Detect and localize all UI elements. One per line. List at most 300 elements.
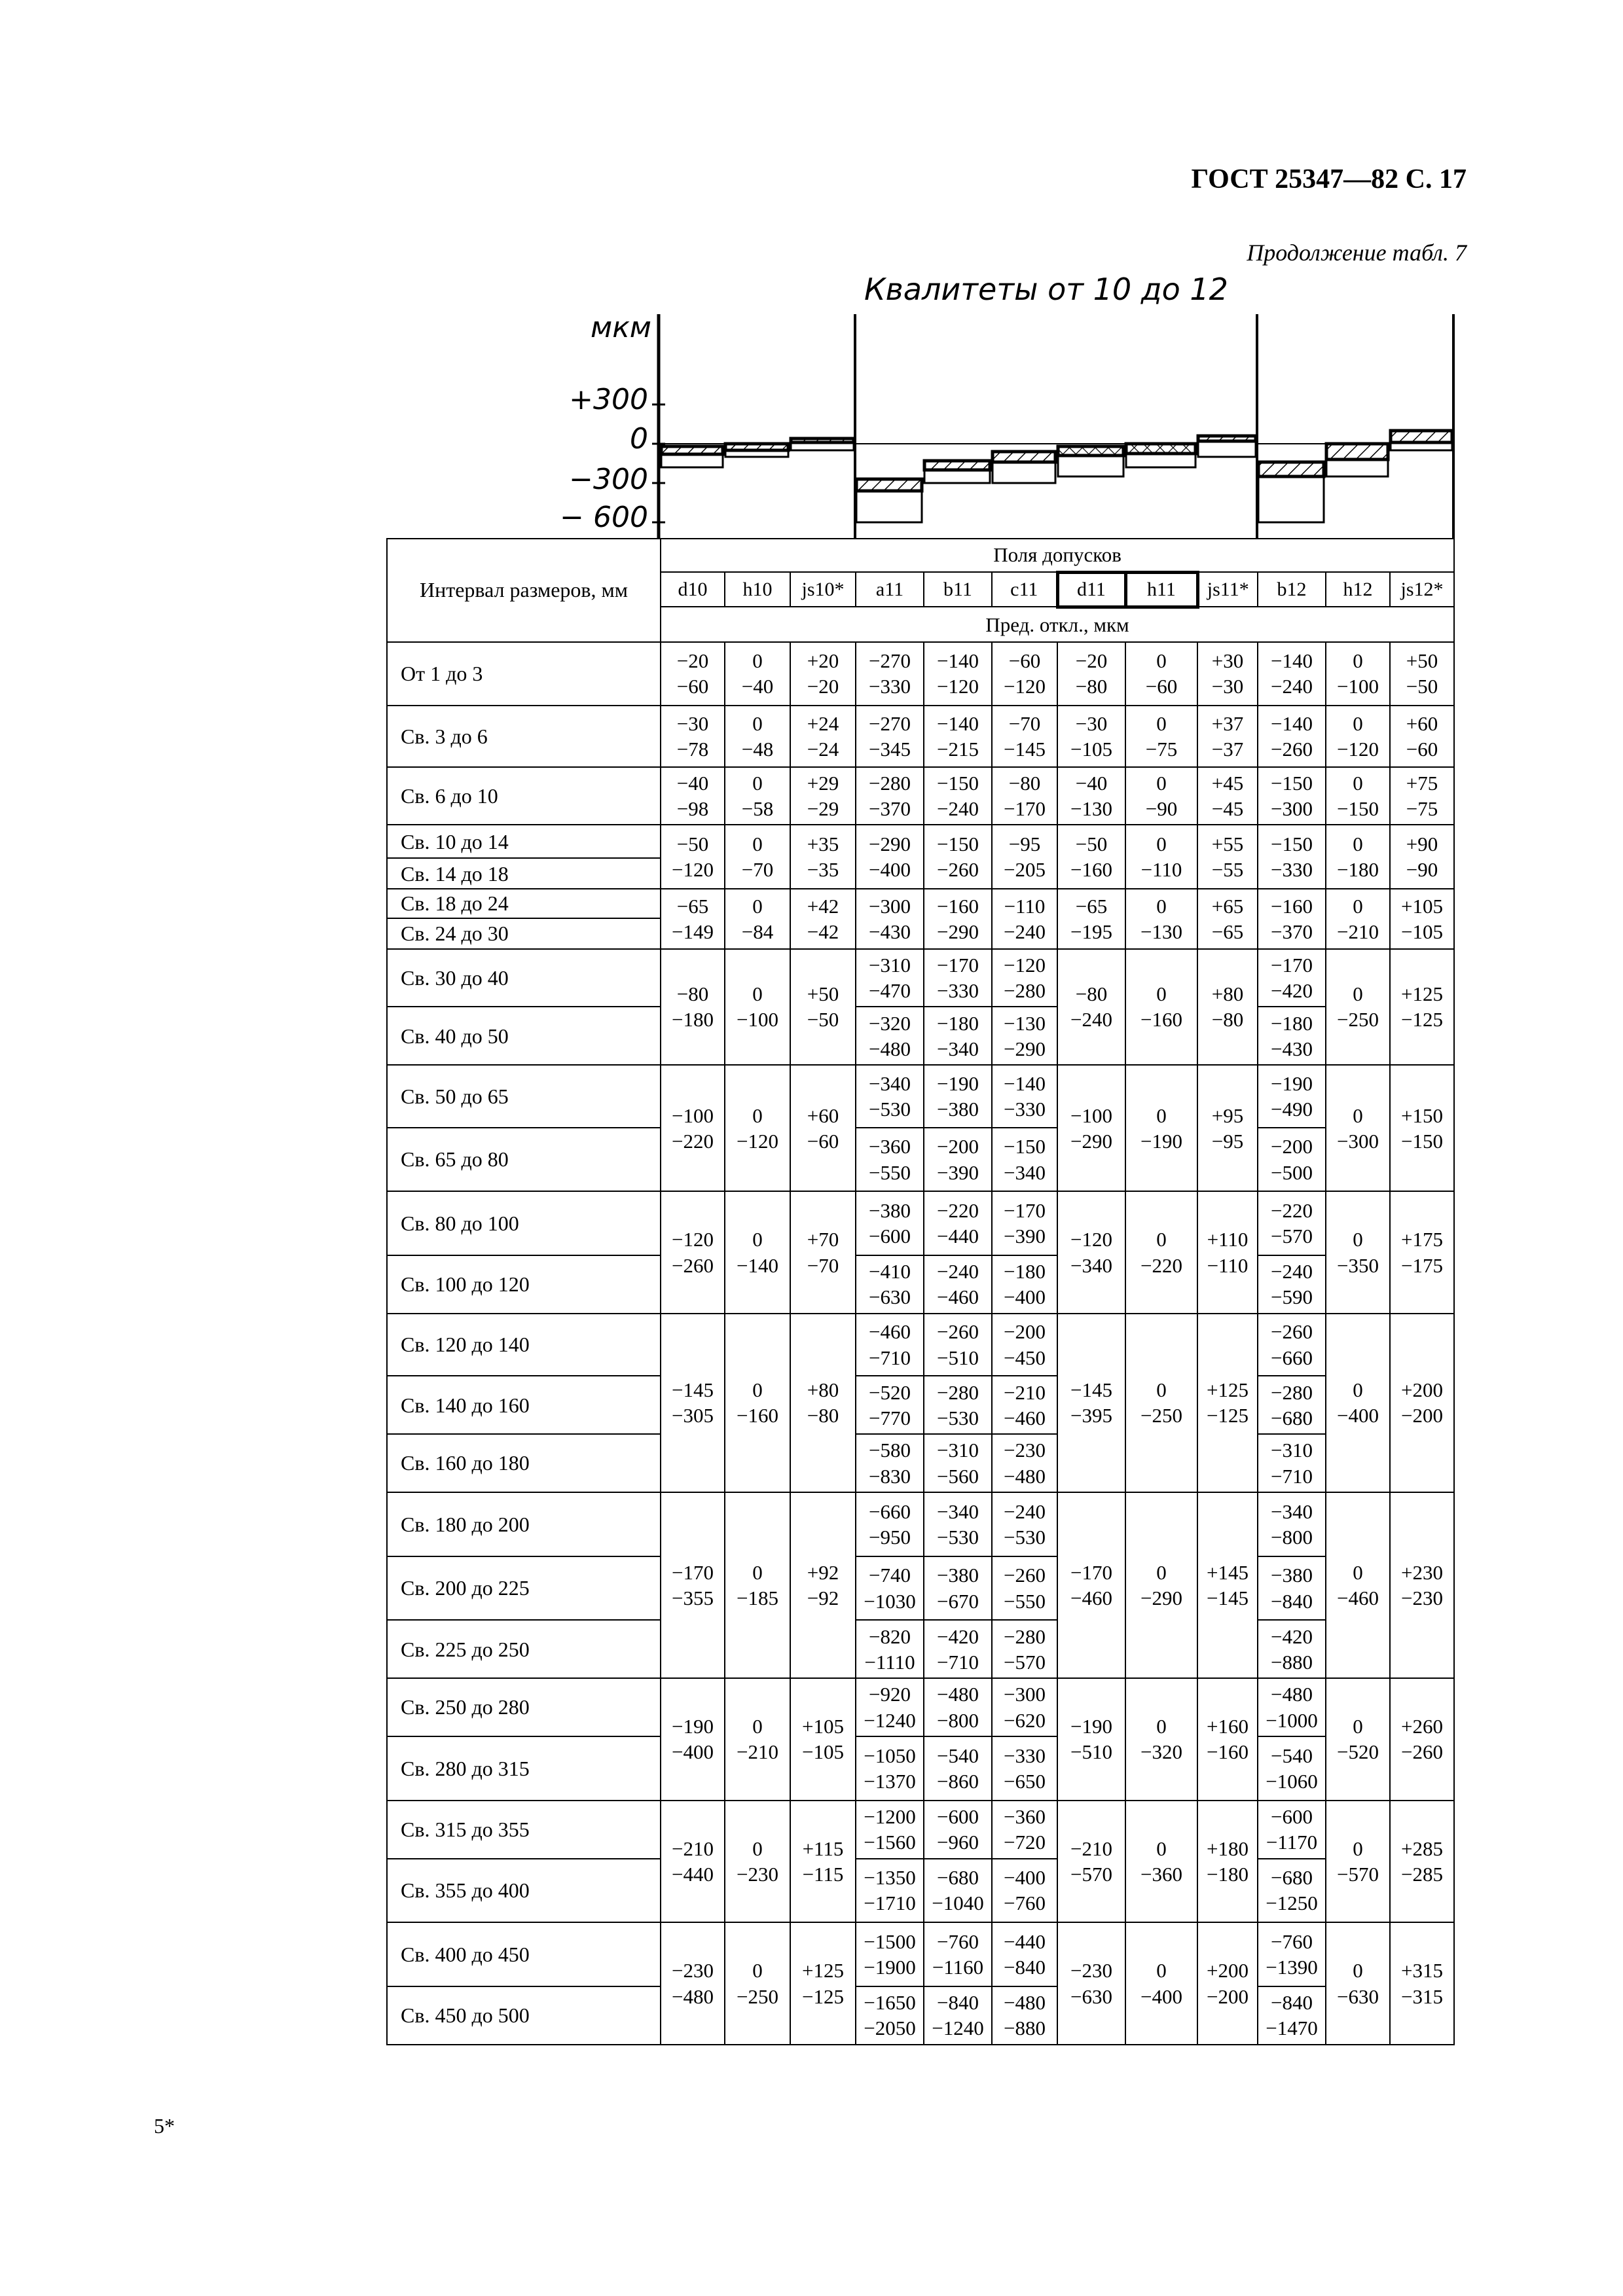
deviation-cell [1258, 1128, 1326, 1192]
lower-deviation: −149 [672, 920, 714, 943]
deviation-cell [661, 642, 725, 706]
upper-deviation: −100 [672, 1103, 714, 1127]
upper-deviation: +110 [1207, 1228, 1249, 1251]
lower-deviation: −550 [1004, 1589, 1046, 1613]
deviation-cell [1125, 1678, 1197, 1801]
deviation-cell [725, 706, 790, 766]
upper-deviation: 0 [752, 1228, 763, 1251]
upper-deviation: −150 [1004, 1135, 1046, 1158]
lower-deviation: −1390 [1266, 1956, 1318, 1979]
field-header: a11 [856, 572, 924, 607]
upper-deviation: +55 [1211, 833, 1244, 856]
upper-deviation: −170 [1004, 1199, 1046, 1223]
lower-deviation: −570 [1337, 1862, 1379, 1886]
upper-deviation: 0 [752, 894, 763, 918]
deviation-cell [856, 1492, 924, 1556]
y-tick-label: −300 [569, 463, 648, 496]
lower-deviation: −180 [672, 1008, 714, 1031]
deviation-cell [661, 706, 725, 766]
upper-deviation: −60 [1008, 649, 1041, 673]
lower-deviation: −710 [869, 1346, 911, 1369]
deviation-cell [856, 1922, 924, 1986]
deviation-cell [1326, 767, 1390, 825]
deviation-cell [992, 1620, 1057, 1678]
upper-deviation: −240 [1271, 1260, 1313, 1283]
deviation-cell [661, 1314, 725, 1492]
upper-deviation: 0 [752, 833, 763, 856]
lower-deviation: −590 [1271, 1285, 1313, 1309]
lower-deviation: −1240 [864, 1708, 916, 1732]
deviation-cell [1326, 1801, 1390, 1923]
interval-header: Интервал размеров, мм [387, 539, 661, 642]
upper-deviation: +150 [1401, 1103, 1444, 1127]
deviation-cell [924, 949, 992, 1007]
deviation-cell [725, 1314, 790, 1492]
upper-deviation: +92 [807, 1560, 839, 1584]
upper-deviation: 0 [752, 771, 763, 795]
deviation-cell [661, 949, 725, 1066]
upper-deviation: −210 [1004, 1380, 1046, 1404]
upper-deviation: 0 [1353, 1228, 1363, 1251]
lower-deviation: −250 [737, 1984, 778, 2008]
lower-deviation: −48 [741, 737, 774, 761]
lower-deviation: −58 [741, 797, 774, 820]
deviation-cell [790, 1801, 856, 1923]
lower-deviation: −105 [802, 1740, 844, 1764]
upper-deviation: −230 [1004, 1439, 1046, 1462]
deviation-cell [1197, 1191, 1258, 1314]
upper-deviation: 0 [1156, 1378, 1167, 1402]
lower-deviation: −70 [807, 1253, 839, 1277]
upper-deviation: +125 [1207, 1378, 1249, 1402]
deviation-cell [992, 1492, 1057, 1556]
lower-deviation: −770 [869, 1406, 911, 1429]
lower-deviation: −100 [1337, 675, 1379, 698]
upper-deviation: 0 [1353, 1560, 1363, 1584]
deviation-cell [924, 1736, 992, 1801]
lower-deviation: −800 [1271, 1525, 1313, 1549]
size-interval: Св. 3 до 6 [387, 706, 661, 766]
lower-deviation: −305 [672, 1404, 714, 1427]
deviation-cell [1258, 1736, 1326, 1801]
lower-deviation: −370 [1271, 920, 1313, 943]
lower-deviation: −280 [1004, 978, 1046, 1002]
deviation-cell [924, 767, 992, 825]
lower-deviation: −20 [807, 675, 839, 698]
lower-deviation: −1240 [932, 2017, 984, 2040]
deviation-cell [790, 889, 856, 948]
deviation-cell [1258, 1376, 1326, 1434]
upper-deviation: −30 [676, 711, 709, 735]
deviation-cell [924, 642, 992, 706]
lower-deviation: −240 [1070, 1008, 1112, 1031]
upper-deviation: 0 [752, 711, 763, 735]
deviation-cell [725, 1678, 790, 1801]
deviation-cell [856, 1859, 924, 1923]
deviation-cell [924, 1255, 992, 1314]
field-header: h12 [1326, 572, 1390, 607]
lower-deviation: −1040 [932, 1892, 984, 1915]
deviation-cell [992, 1678, 1057, 1736]
upper-deviation: +70 [807, 1228, 839, 1251]
lower-deviation: −160 [1207, 1740, 1249, 1764]
lower-deviation: −2050 [864, 2017, 916, 2040]
deviation-cell [1258, 949, 1326, 1007]
upper-deviation: −140 [1004, 1071, 1046, 1095]
deviation-cell [661, 1801, 725, 1923]
lower-deviation: −1370 [864, 1769, 916, 1793]
deviation-cell [725, 889, 790, 948]
upper-deviation: −160 [937, 894, 979, 918]
upper-deviation: 0 [752, 982, 763, 1006]
lower-deviation: −200 [1207, 1984, 1249, 2008]
upper-deviation: +75 [1406, 771, 1438, 795]
upper-deviation: 0 [1353, 1715, 1363, 1738]
upper-deviation: −1200 [864, 1804, 916, 1828]
upper-deviation: 0 [752, 1103, 763, 1127]
upper-deviation: −230 [1070, 1959, 1112, 1982]
deviation-cell [1258, 706, 1326, 766]
upper-deviation: −600 [937, 1804, 979, 1828]
upper-deviation: 0 [1156, 894, 1167, 918]
lower-deviation: −250 [1140, 1404, 1182, 1427]
lower-deviation: −50 [807, 1008, 839, 1031]
lower-deviation: −340 [1070, 1253, 1112, 1277]
lower-deviation: −330 [1271, 858, 1313, 882]
upper-deviation: −1650 [864, 1991, 916, 2015]
y-tick-label: 0 [630, 422, 648, 456]
deviation-cell [924, 1434, 992, 1492]
upper-deviation: −180 [1004, 1260, 1046, 1283]
upper-deviation: −260 [1004, 1564, 1046, 1587]
deviation-cell [856, 1255, 924, 1314]
lower-deviation: −300 [1337, 1129, 1379, 1153]
lower-deviation: −1170 [1266, 1831, 1318, 1854]
lower-deviation: −400 [869, 858, 911, 882]
deviation-cell [992, 1191, 1057, 1255]
deviation-cell [1390, 825, 1454, 889]
deviation-cell [856, 642, 924, 706]
upper-deviation: −190 [1070, 1715, 1112, 1738]
lower-deviation: −175 [1401, 1253, 1444, 1277]
lower-deviation: −510 [1070, 1740, 1112, 1764]
deviation-cell [1125, 889, 1197, 948]
upper-deviation: +45 [1211, 771, 1244, 795]
deviation-cell [1057, 1191, 1125, 1314]
footnote-mark: 5* [154, 2114, 175, 2138]
upper-deviation: −120 [1070, 1228, 1112, 1251]
deviation-cell [1057, 889, 1125, 948]
deviation-cell [992, 1986, 1057, 2045]
deviation-cell [1125, 949, 1197, 1066]
deviation-cell [924, 1678, 992, 1736]
deviation-cell [1390, 1065, 1454, 1191]
deviation-cell [790, 1492, 856, 1678]
lower-deviation: −125 [1401, 1008, 1444, 1031]
upper-deviation: −120 [1004, 953, 1046, 977]
upper-deviation: +175 [1401, 1228, 1444, 1251]
upper-deviation: 0 [1353, 711, 1363, 735]
upper-deviation: +105 [1401, 894, 1444, 918]
lower-deviation: −120 [672, 858, 714, 882]
deviation-cell [992, 1434, 1057, 1492]
deviation-cell [1057, 1314, 1125, 1492]
upper-deviation: −680 [1271, 1866, 1313, 1890]
upper-deviation: −310 [869, 953, 911, 977]
field-header: h11 [1125, 572, 1197, 607]
upper-deviation: −1050 [864, 1744, 916, 1767]
deviation-cell [1258, 1556, 1326, 1621]
lower-deviation: −230 [737, 1862, 778, 1886]
lower-deviation: −200 [1401, 1404, 1444, 1427]
upper-deviation: 0 [1156, 1228, 1167, 1251]
lower-deviation: −350 [1337, 1253, 1379, 1277]
lower-deviation: −75 [1145, 737, 1178, 761]
table-continuation-label: Продолжение табл. 7 [1247, 240, 1467, 266]
size-interval: Св. 250 до 280 [387, 1678, 661, 1736]
tolerance-field-diagram [0, 0, 1623, 543]
deviation-cell [1390, 767, 1454, 825]
upper-deviation: 0 [1353, 833, 1363, 856]
upper-deviation: −280 [869, 771, 911, 795]
lower-deviation: −130 [1070, 797, 1112, 820]
deviation-cell [1326, 825, 1390, 889]
field-header: js11* [1197, 572, 1258, 607]
deviation-cell [1326, 949, 1390, 1066]
upper-deviation: −180 [937, 1011, 979, 1035]
upper-deviation: −200 [1004, 1320, 1046, 1344]
upper-deviation: −80 [676, 982, 709, 1006]
lower-deviation: −440 [672, 1862, 714, 1886]
deviation-cell [1258, 642, 1326, 706]
size-interval: Св. 280 до 315 [387, 1736, 661, 1801]
upper-deviation: −920 [869, 1683, 911, 1706]
upper-deviation: −220 [937, 1199, 979, 1223]
deviation-cell [1258, 1986, 1326, 2045]
upper-deviation: −170 [1271, 953, 1313, 977]
lower-deviation: −285 [1401, 1862, 1444, 1886]
deviation-cell [924, 1620, 992, 1678]
upper-deviation: −680 [937, 1866, 979, 1890]
lower-deviation: −530 [1004, 1525, 1046, 1549]
lower-deviation: −840 [1004, 1956, 1046, 1979]
lower-deviation: −490 [1271, 1097, 1313, 1121]
deviation-cell [1197, 949, 1258, 1066]
lower-deviation: −60 [1406, 737, 1438, 761]
deviation-cell [725, 642, 790, 706]
deviation-cell [856, 1314, 924, 1376]
upper-deviation: −70 [1008, 711, 1041, 735]
lower-deviation: −110 [1140, 858, 1182, 882]
lower-deviation: −195 [1070, 920, 1112, 943]
upper-deviation: −360 [869, 1135, 911, 1158]
tolerance-field-js12* [1391, 431, 1452, 442]
upper-deviation: −340 [937, 1499, 979, 1523]
deviation-cell [1125, 825, 1197, 889]
lower-deviation: −130 [1140, 920, 1182, 943]
lower-deviation: −390 [937, 1160, 979, 1184]
deviations-header: Пред. откл., мкм [661, 607, 1454, 641]
upper-deviation: +160 [1207, 1715, 1249, 1738]
upper-deviation: −540 [1271, 1744, 1313, 1767]
deviation-cell [1258, 1922, 1326, 1986]
deviation-cell [790, 825, 856, 889]
size-interval: Св. 180 до 200 [387, 1492, 661, 1556]
deviation-cell [924, 1314, 992, 1376]
upper-deviation: −460 [869, 1320, 911, 1344]
upper-deviation: −660 [869, 1499, 911, 1523]
deviation-cell [1258, 1801, 1326, 1859]
lower-deviation: −75 [1406, 797, 1438, 820]
deviation-cell [725, 1191, 790, 1314]
lower-deviation: −115 [802, 1862, 844, 1886]
lower-deviation: −300 [1271, 797, 1313, 820]
deviation-cell [725, 949, 790, 1066]
upper-deviation: −740 [869, 1564, 911, 1587]
lower-deviation: −290 [1140, 1587, 1182, 1610]
lower-deviation: −345 [869, 737, 911, 761]
upper-deviation: +125 [1401, 982, 1444, 1006]
deviation-cell [1125, 1492, 1197, 1678]
upper-deviation: 0 [752, 1560, 763, 1584]
lower-deviation: −120 [737, 1129, 778, 1153]
deviation-cell [1057, 642, 1125, 706]
upper-deviation: −190 [672, 1715, 714, 1738]
lower-deviation: −110 [1207, 1253, 1249, 1277]
deviation-cell [1197, 706, 1258, 766]
lower-deviation: −340 [937, 1037, 979, 1060]
upper-deviation: +95 [1211, 1103, 1244, 1127]
lower-deviation: −480 [1004, 1464, 1046, 1488]
lower-deviation: −240 [1271, 675, 1313, 698]
upper-deviation: +20 [807, 649, 839, 673]
lower-deviation: −80 [807, 1404, 839, 1427]
tolerance-field-b11 [924, 461, 990, 470]
size-interval: Св. 120 до 140 [387, 1314, 661, 1376]
lower-deviation: −70 [741, 858, 774, 882]
deviation-cell [661, 1922, 725, 2045]
deviation-cell [924, 1859, 992, 1923]
deviation-cell [1258, 1065, 1326, 1127]
deviation-cell [856, 949, 924, 1007]
lower-deviation: −460 [1070, 1587, 1112, 1610]
deviation-cell [1057, 706, 1125, 766]
field-header: b12 [1258, 572, 1326, 607]
deviation-cell [992, 1314, 1057, 1376]
deviation-cell [1057, 767, 1125, 825]
lower-deviation: −30 [1211, 675, 1244, 698]
deviation-cell [1326, 1678, 1390, 1801]
deviation-cell [1258, 1255, 1326, 1314]
deviation-cell [1258, 1678, 1326, 1736]
upper-deviation: −380 [869, 1199, 911, 1223]
lower-deviation: −710 [1271, 1464, 1313, 1488]
tolerance-field-h10 [725, 444, 788, 450]
upper-deviation: −20 [676, 649, 709, 673]
lower-deviation: −550 [869, 1160, 911, 1184]
upper-deviation: +60 [1406, 711, 1438, 735]
upper-deviation: 0 [1353, 1103, 1363, 1127]
lower-deviation: −355 [672, 1587, 714, 1610]
lower-deviation: −630 [1070, 1984, 1112, 2008]
lower-deviation: −630 [869, 1285, 911, 1309]
lower-deviation: −220 [672, 1129, 714, 1153]
deviation-cell [1125, 1314, 1197, 1492]
lower-deviation: −710 [937, 1650, 979, 1674]
deviation-cell [1258, 1859, 1326, 1923]
size-interval: Св. 10 до 14 [387, 825, 661, 858]
upper-deviation: −840 [937, 1991, 979, 2015]
upper-deviation: −480 [1004, 1991, 1046, 2015]
lower-deviation: −180 [1207, 1862, 1249, 1886]
upper-deviation: −50 [1075, 833, 1108, 856]
size-interval: Св. 24 до 30 [387, 918, 661, 949]
upper-deviation: −260 [1271, 1320, 1313, 1344]
deviation-cell [1197, 767, 1258, 825]
tolerance-field-h11 [1126, 444, 1195, 454]
lower-deviation: −395 [1070, 1404, 1112, 1427]
upper-deviation: −100 [1070, 1103, 1112, 1127]
lower-deviation: −340 [1004, 1160, 1046, 1184]
deviation-cell [1057, 825, 1125, 889]
lower-deviation: −620 [1004, 1708, 1046, 1732]
upper-deviation: +230 [1401, 1560, 1444, 1584]
size-interval: Св. 100 до 120 [387, 1255, 661, 1314]
upper-deviation: 0 [752, 649, 763, 673]
lower-deviation: −510 [937, 1346, 979, 1369]
lower-deviation: −880 [1004, 2017, 1046, 2040]
lower-deviation: −830 [869, 1464, 911, 1488]
lower-deviation: −37 [1211, 737, 1244, 761]
lower-deviation: −125 [802, 1984, 844, 2008]
deviation-cell [992, 1376, 1057, 1434]
size-interval: Св. 400 до 450 [387, 1922, 661, 1986]
upper-deviation: 0 [752, 1378, 763, 1402]
deviation-cell [856, 1191, 924, 1255]
upper-deviation: 0 [1353, 1959, 1363, 1982]
lower-deviation: −120 [1004, 675, 1046, 698]
lower-deviation: −330 [869, 675, 911, 698]
deviation-cell [1258, 889, 1326, 948]
deviation-cell [1057, 1678, 1125, 1801]
lower-deviation: −360 [1140, 1862, 1182, 1886]
upper-deviation: −140 [937, 649, 979, 673]
deviation-cell [856, 1678, 924, 1736]
upper-deviation: −230 [672, 1959, 714, 1982]
lower-deviation: −160 [1070, 858, 1112, 882]
deviation-cell [1197, 1314, 1258, 1492]
upper-deviation: +42 [807, 894, 839, 918]
deviation-cell [725, 825, 790, 889]
lower-deviation: −42 [807, 920, 839, 943]
deviation-cell [1390, 949, 1454, 1066]
upper-deviation: −410 [869, 1260, 911, 1283]
lower-deviation: −92 [807, 1587, 839, 1610]
field-header: js10* [790, 572, 856, 607]
upper-deviation: −220 [1271, 1199, 1313, 1223]
deviation-cell [1057, 949, 1125, 1066]
size-interval: Св. 160 до 180 [387, 1434, 661, 1492]
lower-deviation: −1560 [864, 1831, 916, 1854]
upper-deviation: −150 [937, 833, 979, 856]
size-interval: Св. 6 до 10 [387, 767, 661, 825]
lower-deviation: −120 [937, 675, 979, 698]
upper-deviation: −380 [1271, 1564, 1313, 1587]
deviation-cell [856, 706, 924, 766]
lower-deviation: −210 [737, 1740, 778, 1764]
upper-deviation: +50 [1406, 649, 1438, 673]
lower-deviation: −60 [1145, 675, 1178, 698]
